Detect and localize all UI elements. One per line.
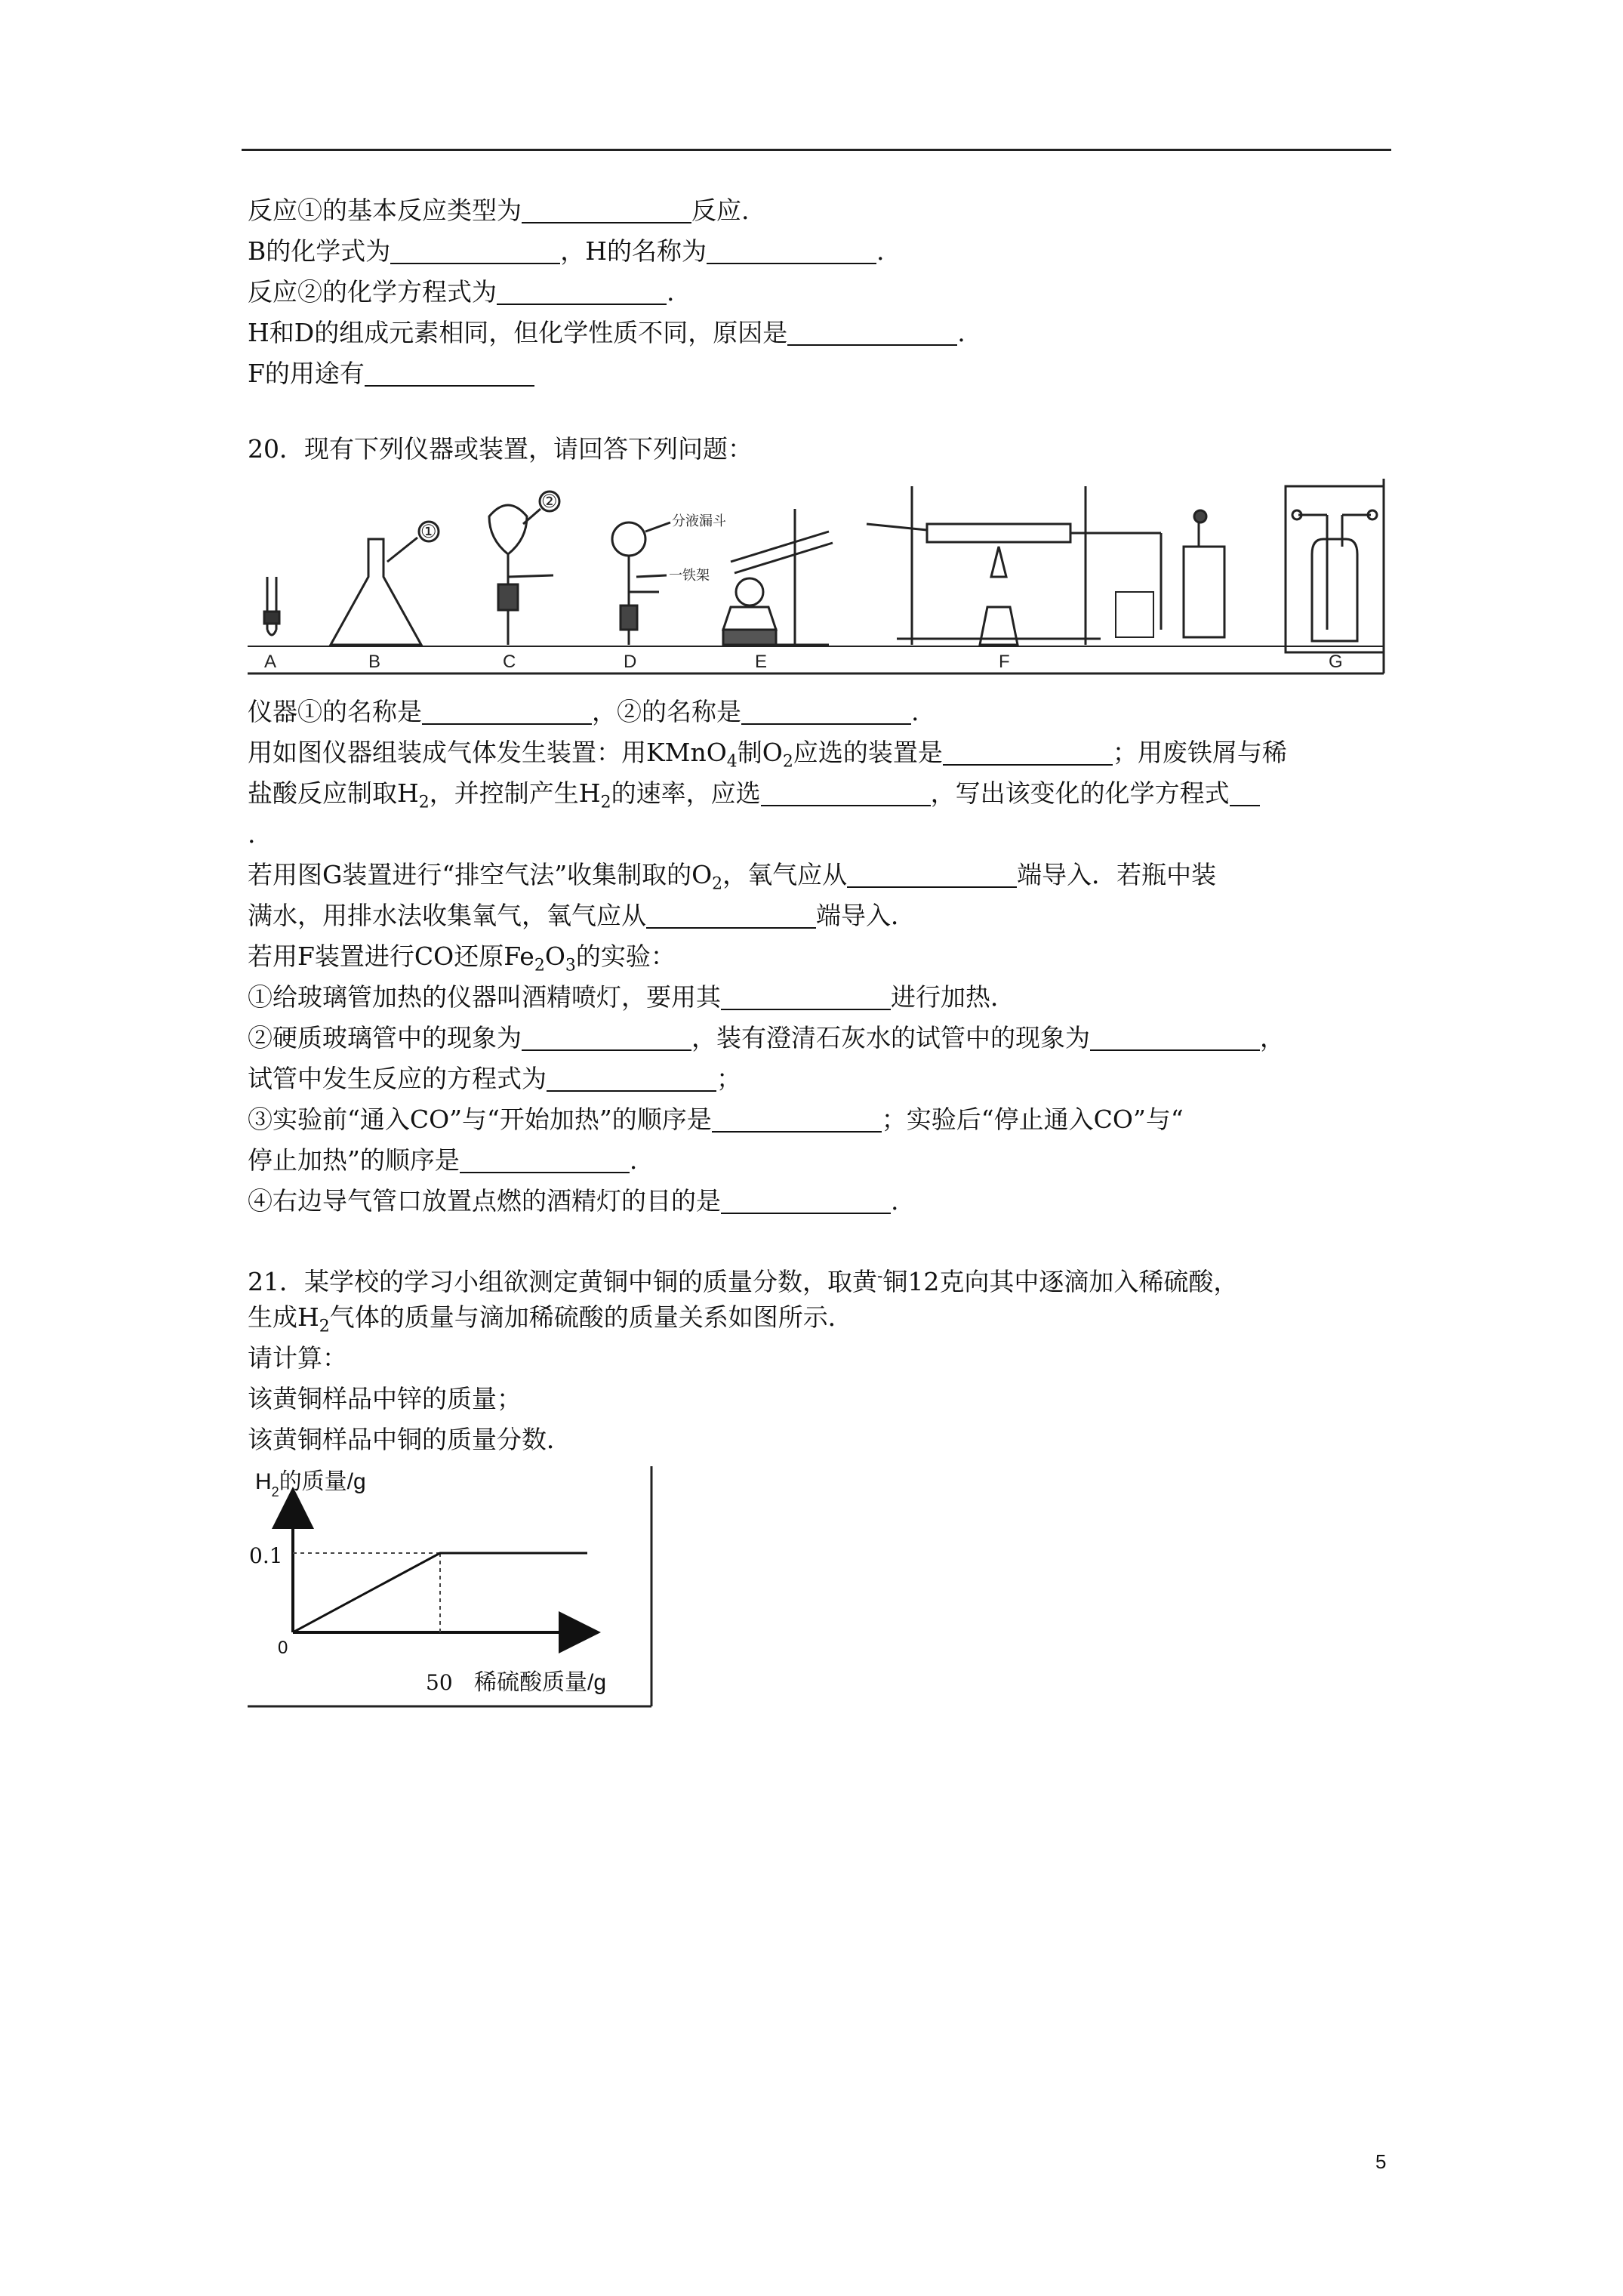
- label-a: A: [264, 652, 277, 672]
- label-circle-1: ①: [420, 522, 437, 542]
- q20-line-10: 试管中发生反应的方程式为 ；: [248, 1064, 741, 1093]
- label-f: F: [999, 652, 1010, 672]
- q21-line-4: 该黄铜样品中锌的质量；: [248, 1384, 522, 1413]
- answer-blank[interactable]: [460, 1148, 630, 1173]
- chart-svg: [248, 1466, 670, 1708]
- document-page: [248, 190, 1395, 1708]
- q20-line-9: ②硬质玻璃管中的现象为 ，装有澄清石灰水的试管中的现象为 ，: [248, 1023, 1285, 1052]
- label-g: G: [1329, 652, 1343, 672]
- q20-line-3: 盐酸反应制取$H_2$，并控制产生$H_2$的速率，应选 ，写出该变化的化学方程式: [248, 773, 1395, 814]
- q21-line-2: 生成$H_2$气体的质量与滴加稀硫酸的质量关系如图所示．: [248, 1302, 853, 1336]
- prev-line-2: B的化学式为 ，H的名称为 .: [248, 236, 885, 266]
- answer-blank[interactable]: [547, 1066, 716, 1092]
- q20-line-13: ④右边导气管口放置点燃的酒精灯的目的是 .: [248, 1186, 899, 1216]
- q20-line-7: 若用F装置进行CO还原$Fe_2O_3$的实验：: [248, 942, 676, 975]
- q20-line-11: ③实验前“通入CO”与“开始加热”的顺序是 ；实验后“停止通入CO”与“: [248, 1105, 1184, 1134]
- answer-blank[interactable]: [787, 320, 957, 346]
- y-axis-label: $H_2$的质量/g: [255, 1469, 366, 1499]
- label-c: C: [503, 652, 516, 672]
- prev-line-5: F的用途有: [248, 353, 1395, 394]
- gas-bottle-icon: [1286, 486, 1384, 652]
- y-tick-label: 0.1: [249, 1543, 283, 1568]
- q21-line-1: 21．某学校的学习小组欲测定黄铜中铜的质量分数，取黄-铜12克向其中逐滴加入稀硫酸，: [248, 1267, 1239, 1296]
- q21-line-5: 该黄铜样品中铜的质量分数．: [248, 1425, 571, 1454]
- answer-blank[interactable]: [741, 699, 911, 725]
- answer-blank[interactable]: [522, 198, 691, 223]
- answer-blank[interactable]: [1230, 781, 1260, 806]
- apparatus-drawing: [248, 479, 1387, 684]
- heating-setup-icon: [723, 509, 833, 645]
- separatory-funnel-icon: [612, 522, 670, 645]
- answer-blank[interactable]: [847, 862, 1017, 888]
- q20-line-8: ①给玻璃管加热的仪器叫酒精喷灯，要用其 进行加热．: [248, 982, 1015, 1012]
- label-circle-2: ②: [541, 492, 558, 512]
- co-reduction-apparatus-icon: [867, 486, 1224, 645]
- test-tube-icon: [264, 577, 279, 635]
- prev-line-3: 反应②的化学方程式为 .: [248, 277, 675, 307]
- q20-line-2: 用如图仪器组装成气体发生装置：用KMnO$_4$制$O_2$应选的装置是 ；用废铁屑与稀: [248, 738, 1287, 772]
- q20-line-5: 若用图G装置进行“排空气法”收集制取的$O_2$，氧气应从 端导入．若瓶中装: [248, 860, 1217, 894]
- q21-line-3: 请计算：: [248, 1343, 347, 1373]
- answer-blank[interactable]: [761, 781, 931, 806]
- q20-line-1: 仪器①的名称是 ，②的名称是 .: [248, 697, 919, 726]
- h2-mass-chart: [248, 1466, 670, 1708]
- answer-blank[interactable]: [943, 740, 1113, 766]
- q20-title: 20．现有下列仪器或装置，请回答下列问题：: [248, 434, 753, 464]
- label-d: D: [624, 652, 637, 672]
- answer-blank[interactable]: [1090, 1025, 1260, 1051]
- answer-blank[interactable]: [390, 239, 560, 264]
- q20-line-6: 满水，用排水法收集氧气，氧气应从 端导入．: [248, 901, 916, 930]
- answer-blank[interactable]: [712, 1107, 882, 1133]
- answer-blank[interactable]: [522, 1025, 691, 1051]
- answer-blank[interactable]: [497, 279, 667, 305]
- answer-blank[interactable]: [721, 985, 891, 1010]
- header-rule: [242, 149, 1391, 151]
- funnel-icon: [489, 492, 559, 645]
- q20-line-12: 停止加热”的顺序是 .: [248, 1145, 638, 1175]
- origin-label: 0: [278, 1638, 288, 1658]
- x-axis-label: 稀硫酸质量/g: [474, 1670, 607, 1695]
- answer-blank[interactable]: [721, 1188, 891, 1214]
- prev-line-1: 反应①的基本反应类型为 反应.: [248, 196, 750, 225]
- label-fenye: 分液漏斗: [672, 513, 726, 529]
- answer-blank[interactable]: [707, 239, 876, 264]
- apparatus-figure: [248, 479, 1387, 684]
- prev-line-4: H和D的组成元素相同，但化学性质不同，原因是 .: [248, 318, 965, 347]
- label-e: E: [755, 652, 768, 672]
- q20-line-4: .: [248, 819, 256, 849]
- answer-blank[interactable]: [646, 903, 816, 929]
- answer-blank[interactable]: [365, 361, 534, 387]
- page-number: 5: [1375, 2150, 1387, 2173]
- answer-blank[interactable]: [422, 699, 592, 725]
- label-zhijia: 一铁架: [669, 568, 710, 583]
- x-tick-label: 50: [426, 1670, 453, 1695]
- label-b: B: [368, 652, 381, 672]
